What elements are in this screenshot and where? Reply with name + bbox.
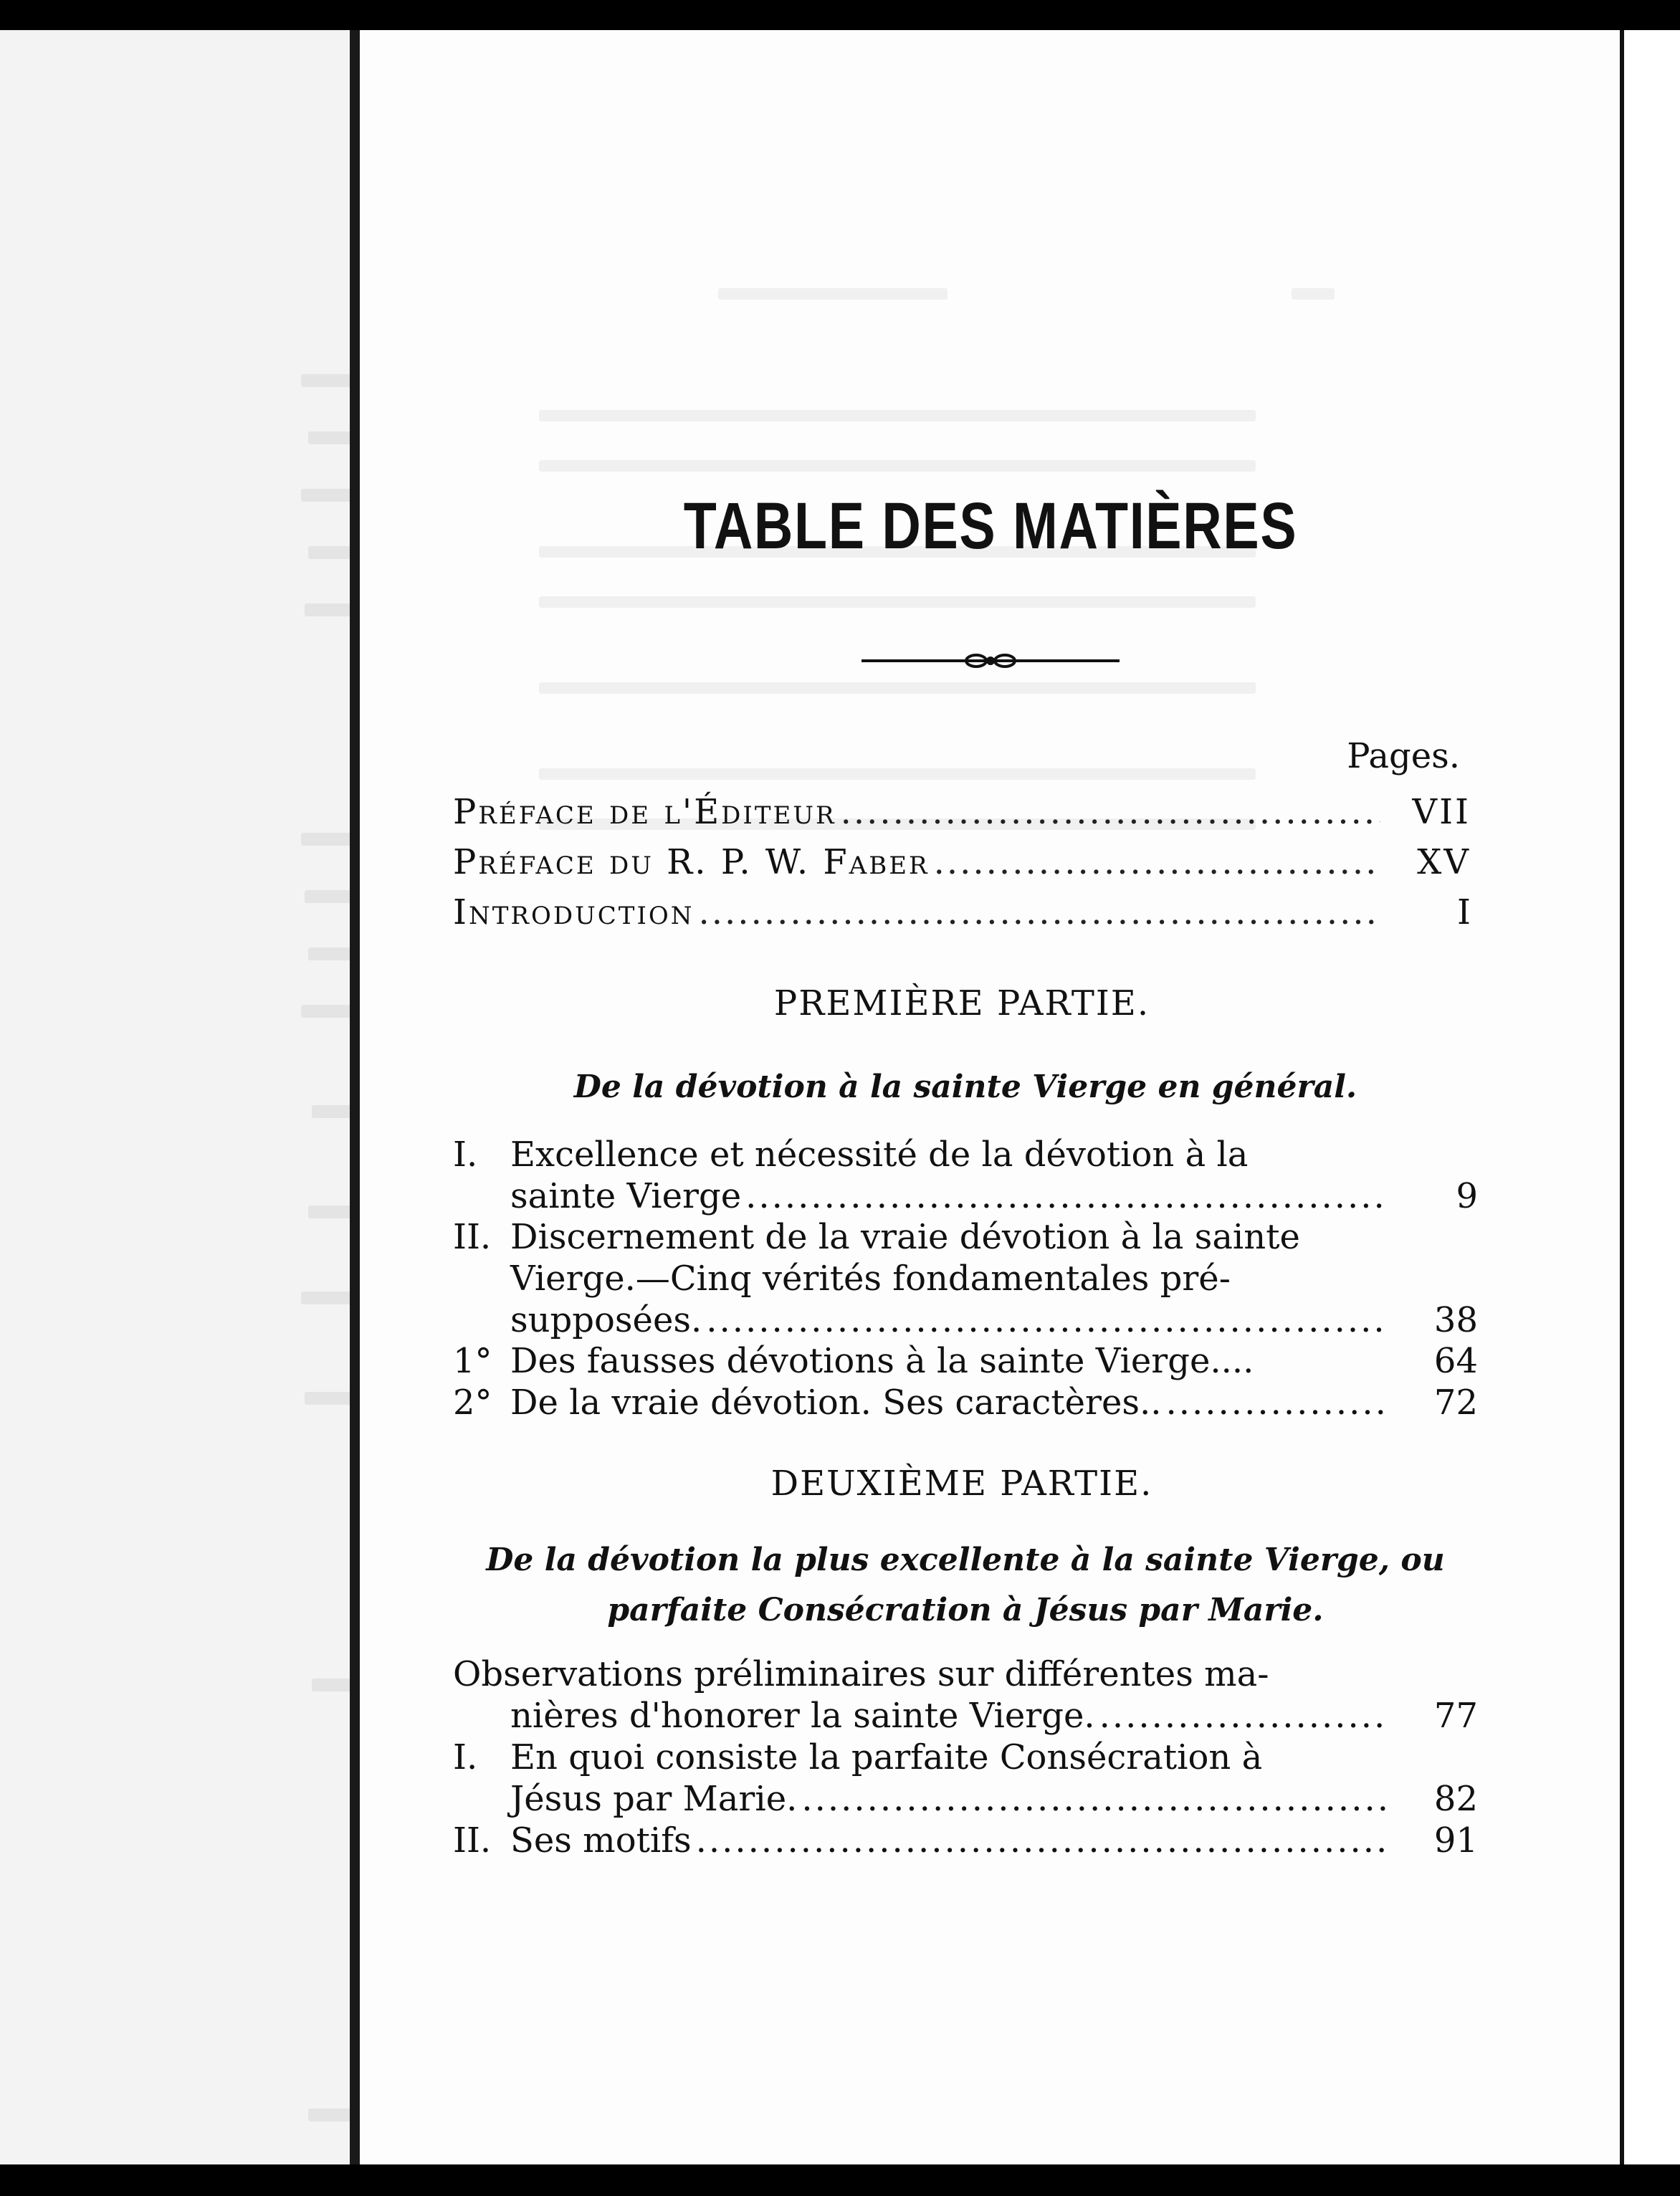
dot-leader (801, 1778, 1388, 1820)
pages-column-label: Pages. (1347, 736, 1460, 776)
dot-leader (841, 790, 1380, 834)
entry-number: II. (453, 1217, 492, 1257)
part2-entry-1 (453, 1737, 1478, 1820)
entry-page: XV (1417, 842, 1471, 882)
dot-leader (1099, 1695, 1388, 1737)
entry-text-line: sainte Vierge (510, 1176, 742, 1216)
entry-text-line: Excellence et nécessité de la dévotion à la (510, 1135, 1249, 1175)
part2-subtitle-line-2: parfaite Consécration à Jésus par Marie. (607, 1592, 1324, 1628)
part2-entry-2 (453, 1820, 1478, 1861)
part1-entry-2 (453, 1216, 1478, 1341)
page-title: TABLE DES MATIÈRES (683, 490, 1298, 563)
entry-page: 38 (1433, 1300, 1478, 1340)
entry-text-line: De la vraie dévotion. Ses caractères.. (510, 1383, 1162, 1423)
part1-entry-1 (453, 1134, 1478, 1217)
part1-subtitle: De la dévotion à la sainte Vierge en général. (573, 1069, 1357, 1105)
entry-label: Préface de l'Éditeur (453, 792, 836, 832)
entry-number: 1° (453, 1341, 492, 1381)
entry-number: II. (453, 1820, 492, 1861)
entry-text-line: supposées. (510, 1300, 702, 1340)
entry-text-line: Des fausses dévotions à la sainte Vierge.... (510, 1341, 1254, 1381)
entry-number: I. (453, 1135, 478, 1175)
part1-entry-3 (453, 1340, 1478, 1382)
entry-text-line: nières d'honorer la sainte Vierge. (510, 1696, 1095, 1736)
entry-text-line: Vierge.—Cinq vérités fondamentales pré- (510, 1259, 1231, 1299)
entry-text-line: Ses motifs (510, 1820, 692, 1861)
entry-number: I. (453, 1737, 478, 1777)
entry-page: 72 (1433, 1383, 1478, 1423)
entry-page: 77 (1433, 1696, 1478, 1736)
dot-leader (706, 1299, 1388, 1341)
part2-subtitle-line-1: De la dévotion la plus excellente à la sainte Vierge, ou (486, 1542, 1445, 1578)
entry-page: VII (1412, 792, 1471, 832)
entry-text-line: Discernement de la vraie dévotion à la sainte (510, 1217, 1300, 1257)
part2-title: DEUXIÈME PARTIE. (770, 1464, 1153, 1504)
book-spine-shadow (350, 30, 360, 2164)
scan-bottom-border (0, 2164, 1680, 2196)
entry-text-line: Observations préliminaires sur différentes ma- (453, 1654, 1269, 1694)
part1-title: PREMIÈRE PARTIE. (773, 983, 1150, 1023)
entry-page: I (1457, 892, 1471, 932)
facing-page (0, 30, 351, 2164)
part2-entry-observations (453, 1653, 1478, 1737)
page-edge (1620, 30, 1624, 2164)
dot-leader (934, 840, 1380, 884)
ornament-divider-icon (862, 646, 1120, 675)
entry-page: 91 (1433, 1820, 1478, 1861)
dot-leader (696, 1820, 1388, 1861)
entry-number: 2° (453, 1383, 492, 1423)
toc-entry-preface-faber (453, 840, 1471, 884)
dot-leader (699, 890, 1380, 935)
dot-leader (1166, 1382, 1388, 1423)
dot-leader (745, 1175, 1388, 1217)
entry-text-line: En quoi consiste la parfaite Consécration à (510, 1737, 1263, 1777)
entry-label: Préface du R. P. W. Faber (453, 842, 930, 882)
entry-page: 64 (1433, 1341, 1478, 1381)
toc-entry-preface-editeur (453, 790, 1471, 834)
scan-top-border (0, 0, 1680, 30)
entry-page: 82 (1433, 1779, 1478, 1819)
part1-entry-4 (453, 1382, 1478, 1423)
toc-entry-introduction (453, 890, 1471, 935)
entry-text-line: Jésus par Marie. (510, 1779, 798, 1819)
entry-label: Introduction (453, 892, 695, 932)
entry-page: 9 (1456, 1176, 1478, 1216)
toc-page (360, 30, 1620, 2164)
